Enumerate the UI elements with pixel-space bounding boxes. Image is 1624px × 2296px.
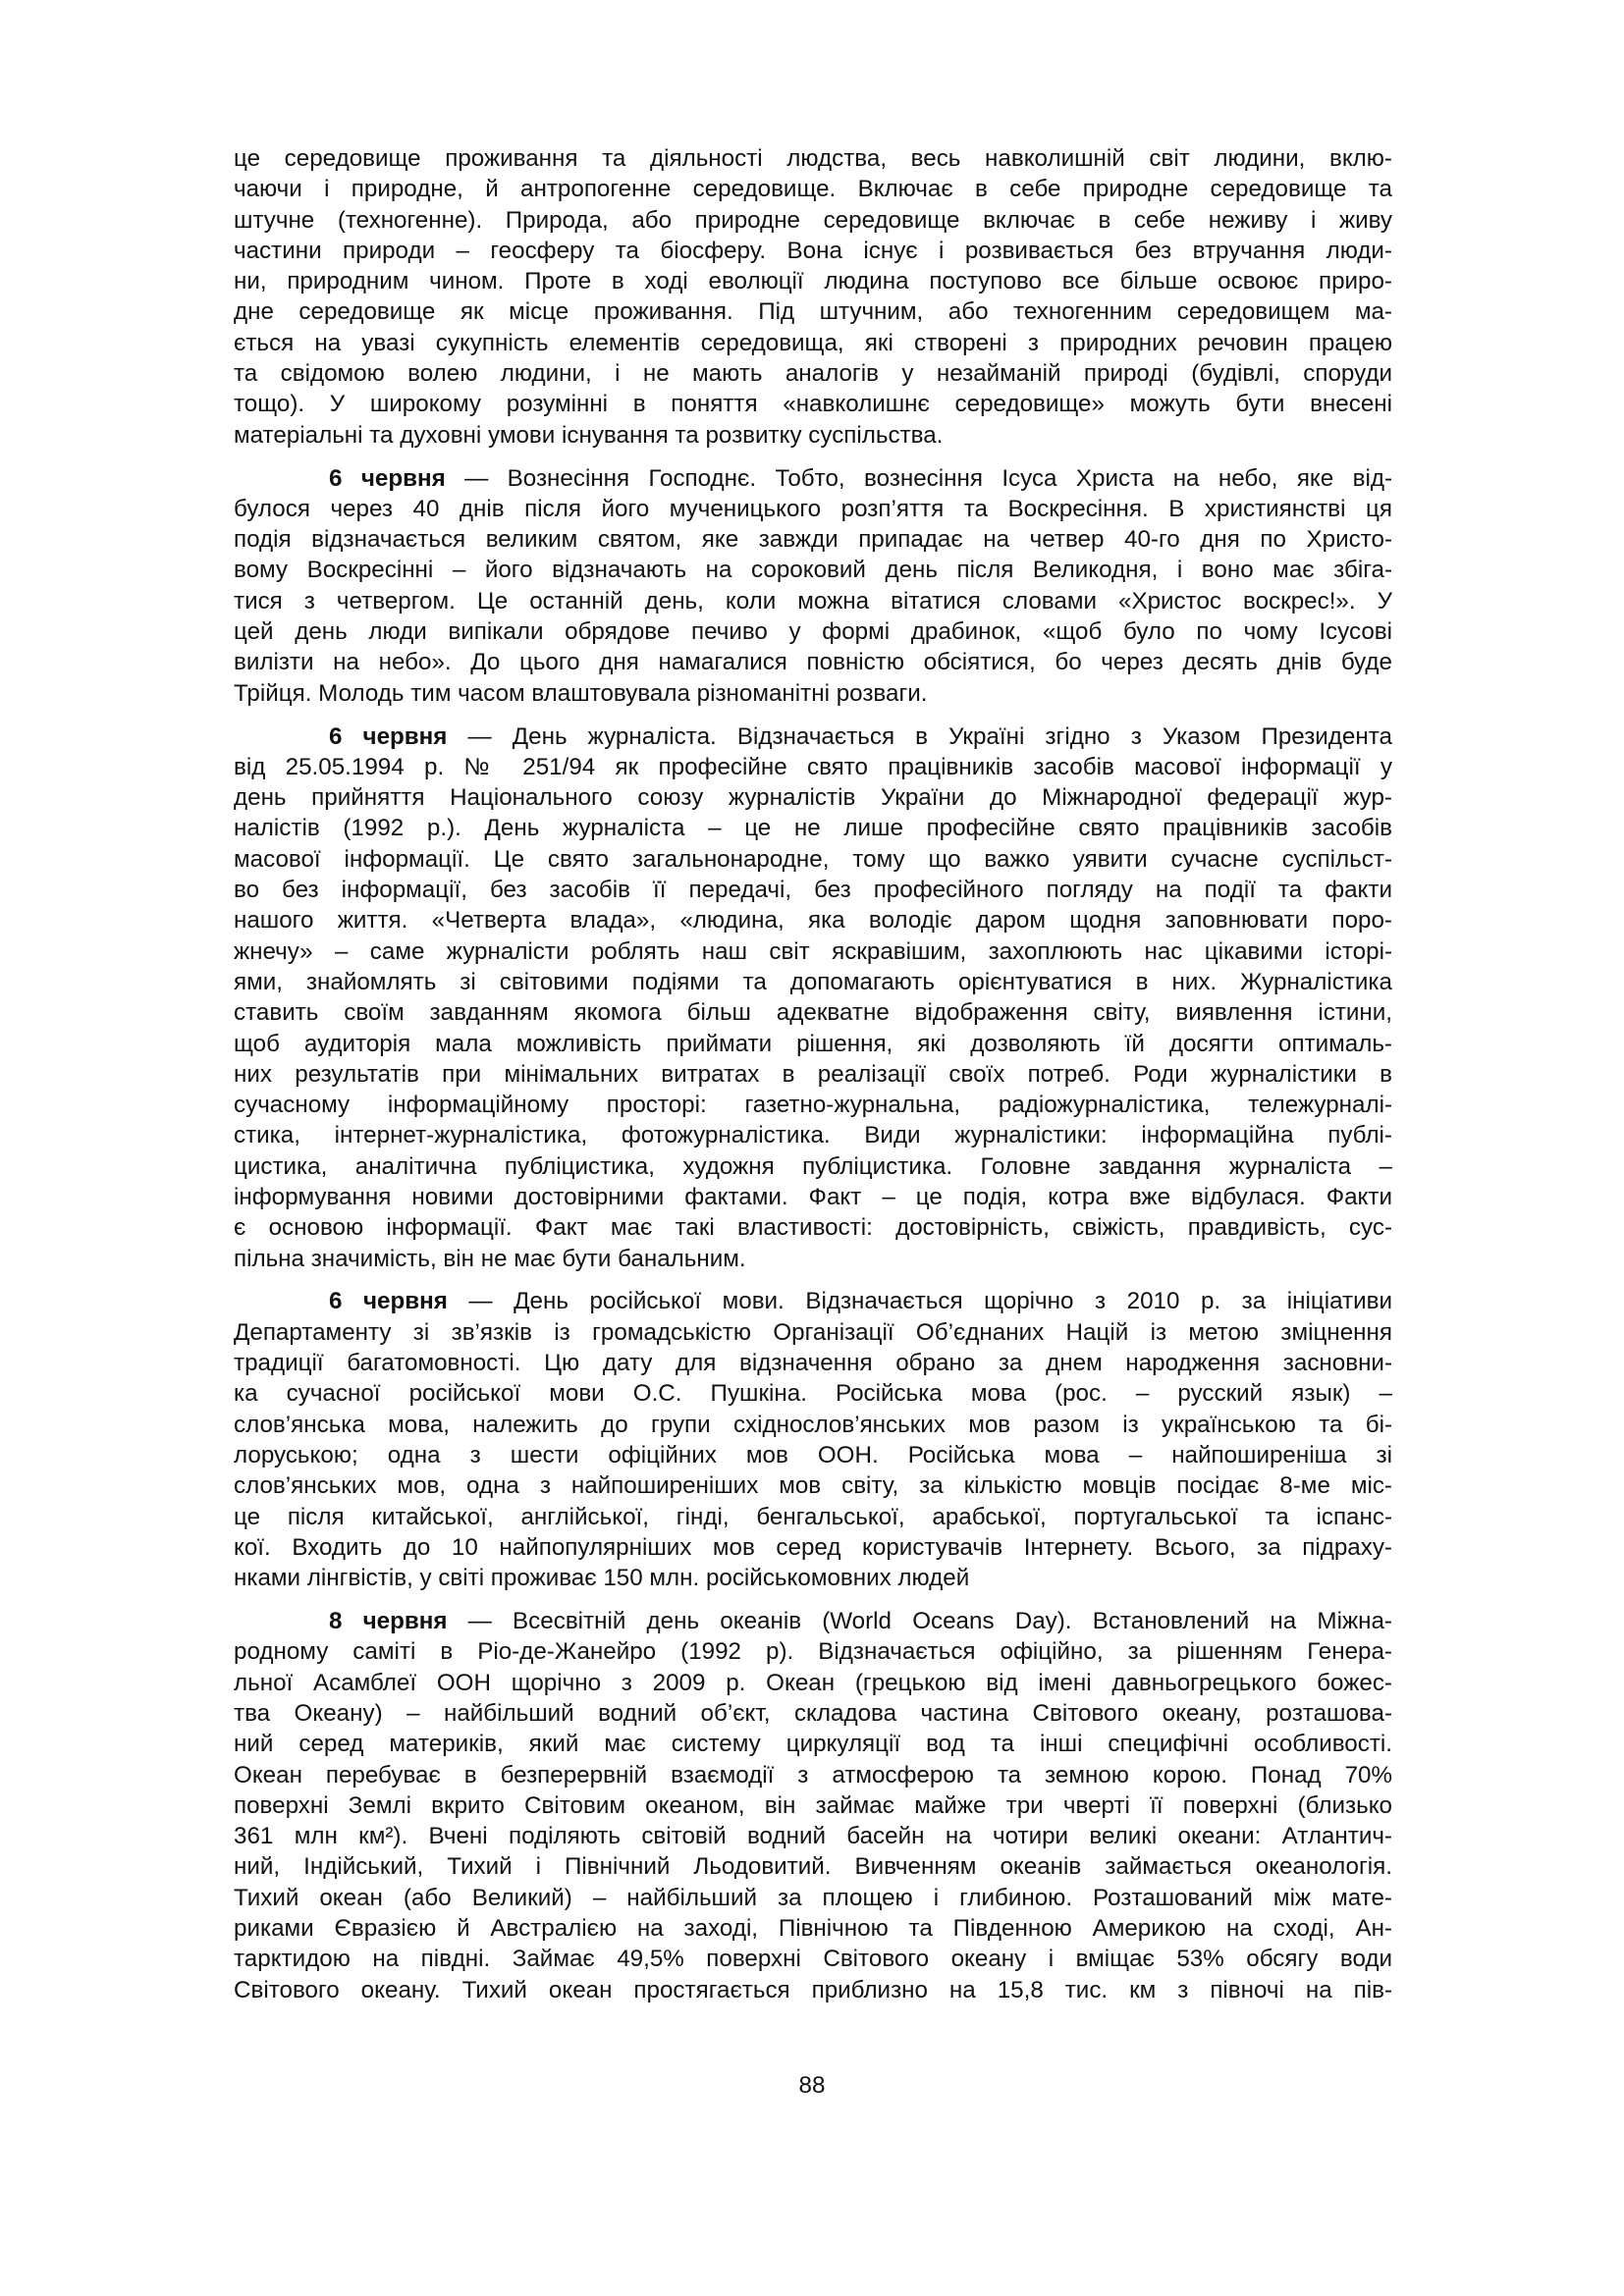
text-line: льної Асамблеї ООН щорічно з 2009 р. Океан (грецькою від імені давньогрецького божес- [234,1669,1392,1696]
text-run: — День журналіста. Відзначається в Україні згідно з Указом Президента [447,722,1392,750]
paragraph-world-oceans-day [234,1606,1392,2005]
text-line: во без інформації, без засобів її передачі, без професійного погляду на події та факти [234,877,1392,904]
text-line: жнечу» – саме журналісти роблять наш світ яскравішим, захоплюють нас цікавими історі- [234,937,1392,965]
text-line: сучасному інформаційному просторі: газетно-журнальна, радіожурналістика, тележурналі- [234,1092,1392,1119]
text-line: ний, Індійський, Тихий і Північний Льодовитий. Вивченням океанів займається океанологія. [234,1853,1392,1881]
text-line: щоб аудиторія мала можливість приймати рішення, які дозволяють їй досягти оптималь- [234,1030,1392,1057]
text-line: риками Євразією й Австралією на заході, Північною та Південною Америкою на сході, Ан- [234,1915,1392,1942]
text-line: Тихий океан (або Великий) – найбільший за площею і глибиною. Розташований між мате- [234,1884,1392,1911]
text-line: Світового океану. Тихий океан простягається приблизно на 15,8 тис. км з півночі на пів- [234,1976,1392,2003]
text-line: родному саміті в Ріо-де-Жанейро (1992 р). Відзначається офіційно, за рішенням Генера- [234,1638,1392,1666]
text-line: кої. Входить до 10 найпопулярніших мов серед користувачів Інтернету. Всього, за підраху- [234,1533,1392,1561]
date-heading: 6 червня [329,722,448,750]
text-line: інформування новими достовірними фактами. Факт – це подія, котра вже відбулася. Факти [234,1183,1392,1210]
text-line: чаючи і природне, й антропогенне середовище. Включає в себе природне середовище та [234,176,1392,203]
paragraph-russian-language-day [234,1286,1392,1593]
document-page-body [234,143,1392,2017]
text-line: та свідомою волею людини, і не мають аналогів у незайманій природі (будівлі, споруди [234,360,1392,388]
paragraph-journalist-day [234,721,1392,1274]
text-line: Океан перебуває в безперервній взаємодії з атмосферою та земною корою. Понад 70% [234,1761,1392,1789]
text-line: Трійця. Молодь тим часом влаштовувала різноманітні розваги. [234,679,928,707]
text-line: слов’янська мова, належить до групи східнослов’янських мов разом із українською та бі- [234,1411,1392,1438]
text-line: цей день люди випікали обрядове печиво у формі драбинок, «щоб було по чому Ісусові [234,618,1392,646]
date-heading: 6 червня [329,1288,448,1315]
text-line: нками лінгвістів, у світі проживає 150 млн. російськомовних людей [234,1565,970,1592]
text-line: штучне (техногенне). Природа, або природне середовище включає в себе неживу і живу [234,206,1392,234]
text-line: ями, знайомлять зі світовими подіями та допомагають орієнтуватися в них. Журналістика [234,968,1392,995]
text-run: — Вознесіння Господнє. Тобто, вознесіння Ісуса Христа на небо, яке від- [445,464,1392,492]
text-line: булося через 40 днів після його мученицького розп’яття та Воскресіння. В християнстві ця [234,495,1392,522]
text-line: налістів (1992 р.). День журналіста – це не лише професійне свято працівників засобів [234,815,1392,842]
paragraph-ascension [234,463,1392,709]
text-line: ка сучасної російської мови О.С. Пушкіна. Російська мова (рос. – русский язык) – [234,1380,1392,1408]
text-line: є основою інформації. Факт має такі властивості: достовірність, свіжість, правдивість, сус- [234,1214,1392,1242]
text-line-first [234,1286,1392,1316]
text-run: — День російської мови. Відзначається щорічно з 2010 р. за ініціативи [447,1288,1392,1315]
text-line: це після китайської, англійської, гінді, бенгальської, арабської, португальської та іспанс- [234,1503,1392,1530]
text-line: матеріальні та духовні умови існування та розвитку суспільства. [234,421,944,449]
page-number: 88 [798,2072,826,2099]
text-line: масової інформації. Це свято загальнонародне, тому що важко уявити сучасне суспільст- [234,845,1392,873]
text-line-first [234,1606,1392,1636]
text-line: вилізти на небо». До цього дня намагалися повністю обсіятися, бо через десять днів буде [234,649,1392,676]
text-line: тися з четвергом. Це останній день, коли можна вітатися словами «Христос воскрес!». У [234,587,1392,614]
paragraph-environment [234,143,1392,451]
text-line: від 25.05.1994 р. № 251/94 як професійне свято працівників засобів масової інформації у [234,753,1392,780]
text-line: ставить своїм завданням якомога більш адекватне відображення світу, виявлення істини, [234,999,1392,1027]
text-line: пільна значимість, він не має бути банальним. [234,1245,746,1272]
text-line: них результатів при мінімальних витратах в реалізації своїх потреб. Роди журналістики в [234,1060,1392,1088]
text-line-first [234,721,1392,752]
text-line: тощо). У широкому розумінні в поняття «навколишнє середовище» можуть бути внесені [234,391,1392,418]
text-line: ний серед материків, який має систему циркуляції вод та інші специфічні особливості. [234,1731,1392,1758]
text-line: Департаменту зі зв’язків із громадськістю Організації Об’єднаних Націй із метою зміцнення [234,1318,1392,1346]
text-line: подія відзначається великим святом, яке завжди припадає на четвер 40-го дня по Христо- [234,526,1392,554]
date-heading: 6 червня [329,464,446,492]
date-heading: 8 червня [329,1608,448,1635]
text-line: вому Воскресінні – його відзначають на сороковий день після Великодня, і воно має збіга- [234,557,1392,584]
text-line: традиції багатомовності. Цю дату для відзначення обрано за днем народження засновни- [234,1350,1392,1377]
text-line: це середовище проживання та діяльності людства, весь навколишній світ людини, вклю- [234,145,1392,172]
text-run: — Всесвітній день океанів (World Oceans Day). Встановлений на Міжна- [447,1608,1392,1635]
text-line: лоруською; одна з шести офіційних мов ООН. Російська мова – найпоширеніша зі [234,1441,1392,1468]
text-line: нашого життя. «Четверта влада», «людина, яка володіє даром щодня заповнювати поро- [234,907,1392,934]
text-line: тарктидою на півдні. Займає 49,5% поверхні Світового океану і вміщає 53% обсягу води [234,1946,1392,1973]
text-line: стика, інтернет-журналістика, фотожурналістика. Види журналістики: інформаційна публі- [234,1122,1392,1149]
text-line-first [234,463,1392,494]
text-line: ється на увазі сукупність елементів середовища, які створені з природних речовин працею [234,329,1392,356]
text-line: дне середовище як місце проживання. Під штучним, або техногенним середовищем ма- [234,298,1392,326]
text-line: ни, природним чином. Проте в ході еволюції людина поступово все більше освоює приро- [234,268,1392,295]
text-line: слов’янських мов, одна з найпоширеніших мов світу, за кількістю мовців посідає 8-ме міс- [234,1472,1392,1500]
text-line: 361 млн км²). Вчені поділяють світовій водний басейн на чотири великі океани: Атлантич- [234,1823,1392,1850]
text-line: поверхні Землі вкрито Світовим океаном, він займає майже три чверті її поверхні (близько [234,1791,1392,1819]
text-line: частини природи – геосферу та біосферу. Вона існує і розвивається без втручання люди- [234,237,1392,264]
text-line: день прийняття Національного союзу журналістів України до Міжнародної федерації жур- [234,784,1392,812]
text-line: тва Океану) – найбільший водний об’єкт, складова частина Світового океану, розташова- [234,1699,1392,1727]
text-line: цистика, аналітична публіцистика, художня публіцистика. Головне завдання журналіста – [234,1152,1392,1180]
